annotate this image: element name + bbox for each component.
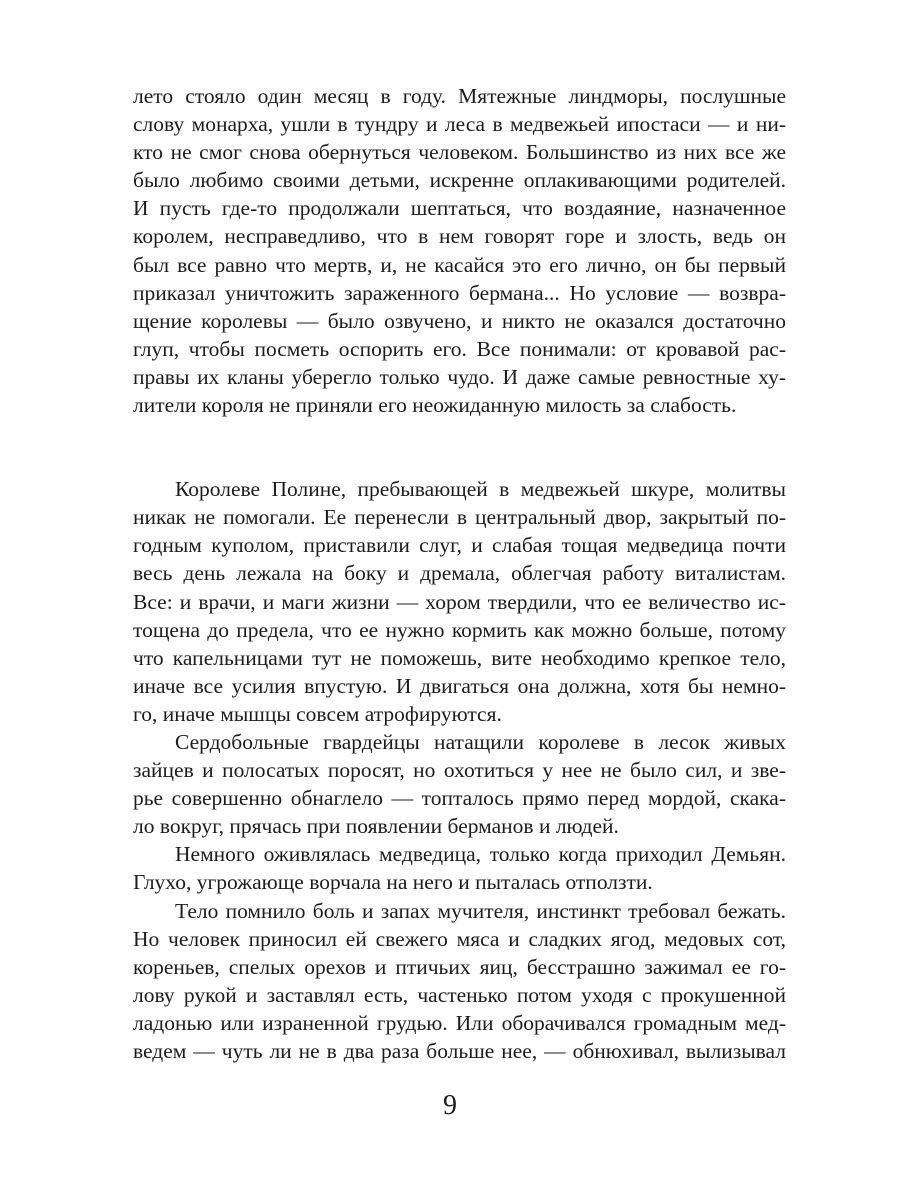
text-line: был все равно что мертв, и, не касайся это его лично, он бы первый (133, 252, 786, 277)
paragraph-queen-polina (133, 475, 786, 728)
page-number: 9 (443, 1090, 457, 1121)
text-line: правы их кланы уберегло только чудо. И даже самые ревностные ху- (133, 364, 786, 389)
text-line: ло вокруг, прячась при появлении берманов и людей. (133, 814, 619, 839)
text-line: го, иначе мышцы совсем атрофируются. (133, 701, 502, 726)
text-line: слову монарха, ушли в тундру и леса в медвежьей ипостаси — и ни- (133, 112, 786, 137)
paragraph-instinct (133, 897, 786, 1066)
text-line: ладонью или израненной грудью. Или оборачивался громадным мед- (133, 1010, 786, 1035)
paragraph-continuation (133, 82, 786, 419)
text-line: иначе все усилия впустую. И двигаться она должна, хотя бы немно- (133, 673, 786, 698)
text-line: Тело помнило боль и запах мучителя, инстинкт требовал бежать. (175, 898, 786, 923)
text-line: Королеве Полине, пребывающей в медвежьей шкуре, молитвы (175, 477, 786, 502)
text-line: рье совершенно обнаглело — топталось прямо перед мордой, скака- (133, 786, 786, 811)
text-line: ведем — чуть ли не в два раза больше нее, — обнюхивал, вылизывал (133, 1039, 786, 1063)
text-line: глуп, чтобы посметь оспорить его. Все понимали: от кровавой рас- (133, 336, 786, 361)
text-line: Немного оживлялась медведица, только когда приходил Демьян. (175, 842, 786, 867)
text-line: тощена до предела, что ее нужно кормить как можно больше, потому (133, 617, 786, 642)
text-line: что капельницами тут не поможешь, вите необходимо крепкое тело, (133, 645, 786, 670)
text-line: было любимо своими детьми, искренне оплакивающими родителей. (133, 168, 786, 193)
paragraph-demyan (133, 840, 786, 896)
text-line: кореньев, спелых орехов и птичьих яиц, бесстрашно зажимал ее го- (133, 954, 786, 979)
text-line: никак не помогали. Ее перенесли в центральный двор, закрытый по- (133, 505, 786, 530)
text-line: лето стояло один месяц в году. Мятежные линдморы, послушные (133, 84, 786, 108)
text-line: И пусть где-то продолжали шептаться, что воздаяние, назначенное (133, 196, 786, 221)
text-line: кто не смог снова обернуться человеком. Большинство из них все же (133, 140, 786, 165)
text-line: щение королевы — было озвучено, и никто не оказался достаточно (133, 308, 786, 333)
text-line: зайцев и полосатых поросят, но охотиться у нее не было сил, и зве- (133, 758, 786, 783)
section-break (133, 419, 786, 475)
text-line: весь день лежала на боку и дремала, облегчая работу виталистам. (133, 561, 786, 586)
text-line: Глухо, угрожающе ворчала на него и пыталась отползти. (133, 870, 653, 895)
text-line: годным куполом, приставили слуг, и слабая тощая медведица почти (133, 533, 786, 558)
text-line: лову рукой и заставлял есть, частенько потом уходя с прокушенной (133, 982, 786, 1007)
book-page-body (133, 82, 786, 1065)
text-line: лители короля не приняли его неожиданную милость за слабость. (133, 393, 737, 418)
text-line: Но человек приносил ей свежего мяса и сладких ягод, медовых сот, (133, 926, 786, 951)
text-line: Сердобольные гвардейцы натащили королеве в лесок живых (175, 729, 786, 754)
text-line: королем, несправедливо, что в нем говорят горе и злость, ведь он (133, 224, 786, 249)
text-line: приказал уничтожить зараженного бермана... Но условие — возвра- (133, 280, 786, 305)
text-line: Все: и врачи, и маги жизни — хором твердили, что ее величество ис- (133, 589, 786, 614)
paragraph-guards (133, 728, 786, 840)
